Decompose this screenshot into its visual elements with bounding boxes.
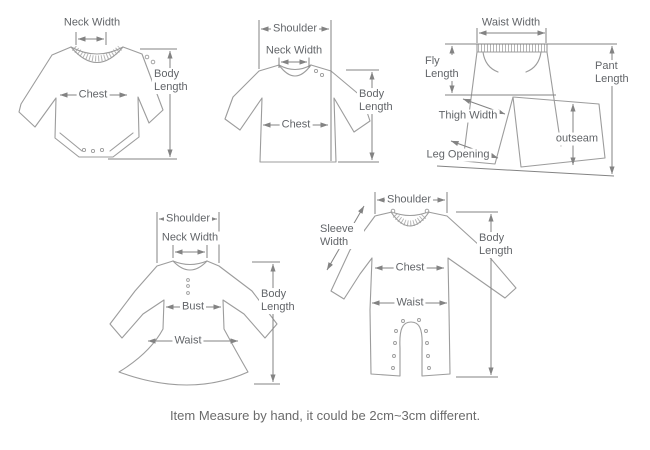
- bodysuit-chest-label: Chest: [78, 88, 108, 101]
- pants-leg-opening-label: Leg Opening: [426, 148, 490, 161]
- sweater-neck-width-label: Neck Width: [265, 44, 323, 57]
- romper-sleeve-width-label: Sleeve Width: [318, 223, 364, 249]
- pants-thigh-width-label: Thigh Width: [438, 109, 498, 122]
- dress-drawing: [110, 261, 277, 385]
- dress-bust-label: Bust: [181, 300, 205, 313]
- dress-waist-label: Waist: [174, 334, 202, 347]
- romper-body-length-label: Body Length: [477, 232, 523, 258]
- bodysuit-drawing: [19, 47, 163, 157]
- sweater-chest-label: Chest: [281, 118, 311, 131]
- romper-waist-label: Waist: [396, 296, 424, 309]
- pants-waist-width-label: Waist Width: [481, 16, 541, 29]
- pants-pant-length-label: Pant Length: [593, 60, 637, 86]
- romper-shoulder-label: Shoulder: [386, 193, 432, 206]
- pants-outseam-label: outseam: [555, 132, 599, 145]
- sweater-body-length-label: Body Length: [357, 88, 403, 114]
- dress-shoulder-label: Shoulder: [165, 212, 211, 225]
- dress-neck-width-label: Neck Width: [161, 231, 219, 244]
- pants-fly-length-label: Fly Length: [423, 55, 467, 81]
- sweater-drawing: [225, 65, 370, 162]
- bodysuit-neck-width-label: Neck Width: [63, 16, 121, 29]
- dress-body-length-label: Body Length: [259, 288, 305, 314]
- bodysuit-body-length-label: Body Length: [152, 68, 198, 94]
- sweater-shoulder-label: Shoulder: [272, 22, 318, 35]
- romper-chest-label: Chest: [395, 261, 425, 274]
- measurement-disclaimer-text: Item Measure by hand, it could be 2cm~3cm different.: [169, 408, 481, 423]
